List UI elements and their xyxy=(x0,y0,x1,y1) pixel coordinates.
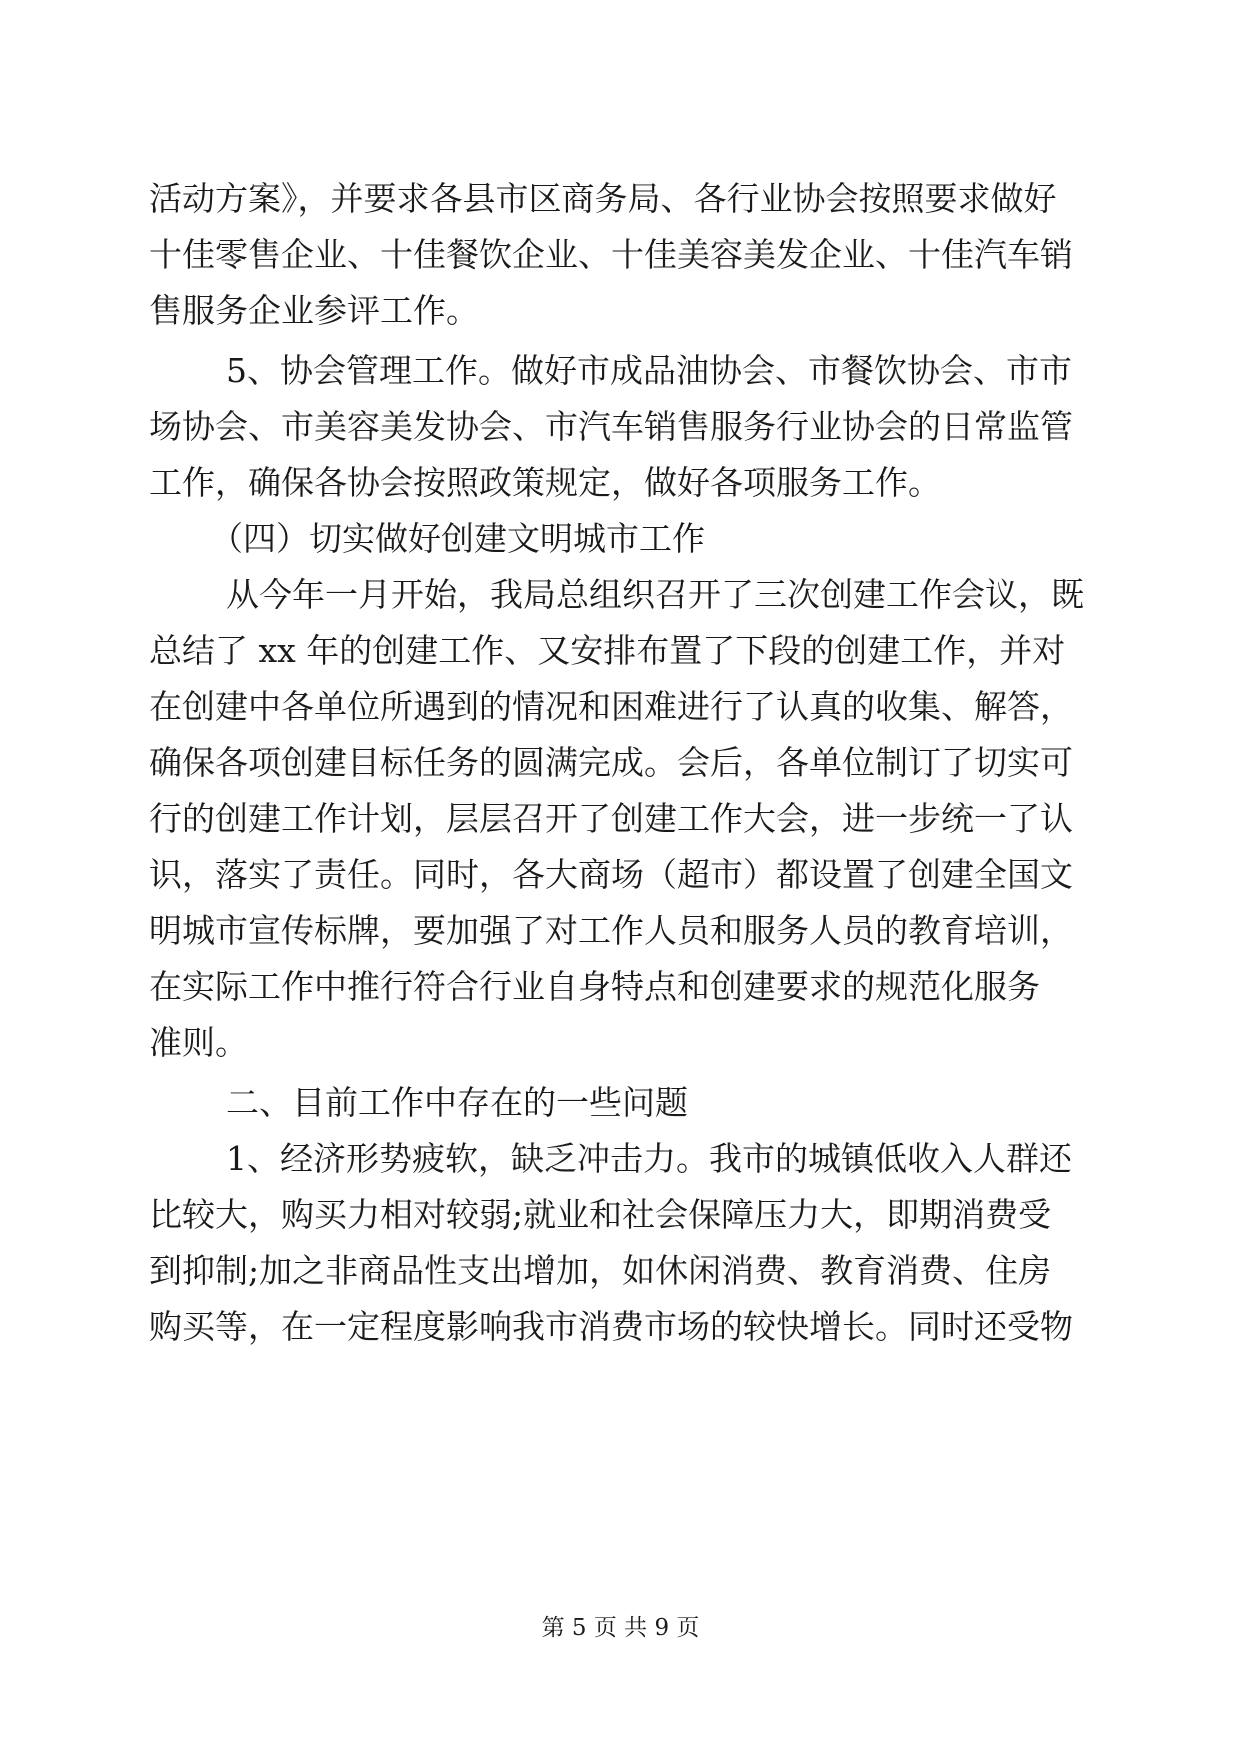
body-text-line: 准则。 xyxy=(149,1023,248,1062)
section-heading: （四）切实做好创建文明城市工作 xyxy=(210,519,705,558)
body-text-line: 在创建中各单位所遇到的情况和困难进行了认真的收集、解答， xyxy=(149,687,1073,726)
body-text-line: 售服务企业参评工作。 xyxy=(149,291,479,330)
body-text-line: 总结了 xx 年的创建工作、又安排布置了下段的创建工作，并对 xyxy=(149,631,1066,670)
body-text-line: 行的创建工作计划，层层召开了创建工作大会，进一步统一了认 xyxy=(149,799,1073,838)
body-text-line: 明城市宣传标牌，要加强了对工作人员和服务人员的教育培训， xyxy=(149,911,1073,950)
body-text-line: 十佳零售企业、十佳餐饮企业、十佳美容美发企业、十佳汽车销 xyxy=(149,235,1073,274)
body-text-line: 识，落实了责任。同时，各大商场（超市）都设置了创建全国文 xyxy=(149,855,1073,894)
body-text-line: 在实际工作中推行符合行业自身特点和创建要求的规范化服务 xyxy=(149,967,1040,1006)
body-text-line: 购买等，在一定程度影响我市消费市场的较快增长。同时还受物 xyxy=(149,1307,1073,1346)
page-number-footer: 第 5 页 共 9 页 xyxy=(541,1615,700,1641)
body-text-line: 比较大，购买力相对较弱;就业和社会保障压力大，即期消费受 xyxy=(149,1195,1052,1234)
body-text-line: 确保各项创建目标任务的圆满完成。会后，各单位制订了切实可 xyxy=(149,743,1073,782)
body-text-line: 从今年一月开始，我局总组织召开了三次创建工作会议，既 xyxy=(226,575,1084,614)
body-text-line: 活动方案》，并要求各县市区商务局、各行业协会按照要求做好 xyxy=(149,179,1057,218)
section-heading: 二、目前工作中存在的一些问题 xyxy=(226,1083,688,1122)
body-text-line: 5、协会管理工作。做好市成品油协会、市餐饮协会、市市 xyxy=(226,351,1072,390)
body-text-line: 到抑制;加之非商品性支出增加，如休闲消费、教育消费、住房 xyxy=(149,1251,1052,1290)
body-text-line: 1、经济形势疲软，缺乏冲击力。我市的城镇低收入人群还 xyxy=(226,1139,1072,1178)
body-text-line: 场协会、市美容美发协会、市汽车销售服务行业协会的日常监管 xyxy=(149,407,1073,446)
body-text-line: 工作，确保各协会按照政策规定，做好各项服务工作。 xyxy=(149,463,941,502)
